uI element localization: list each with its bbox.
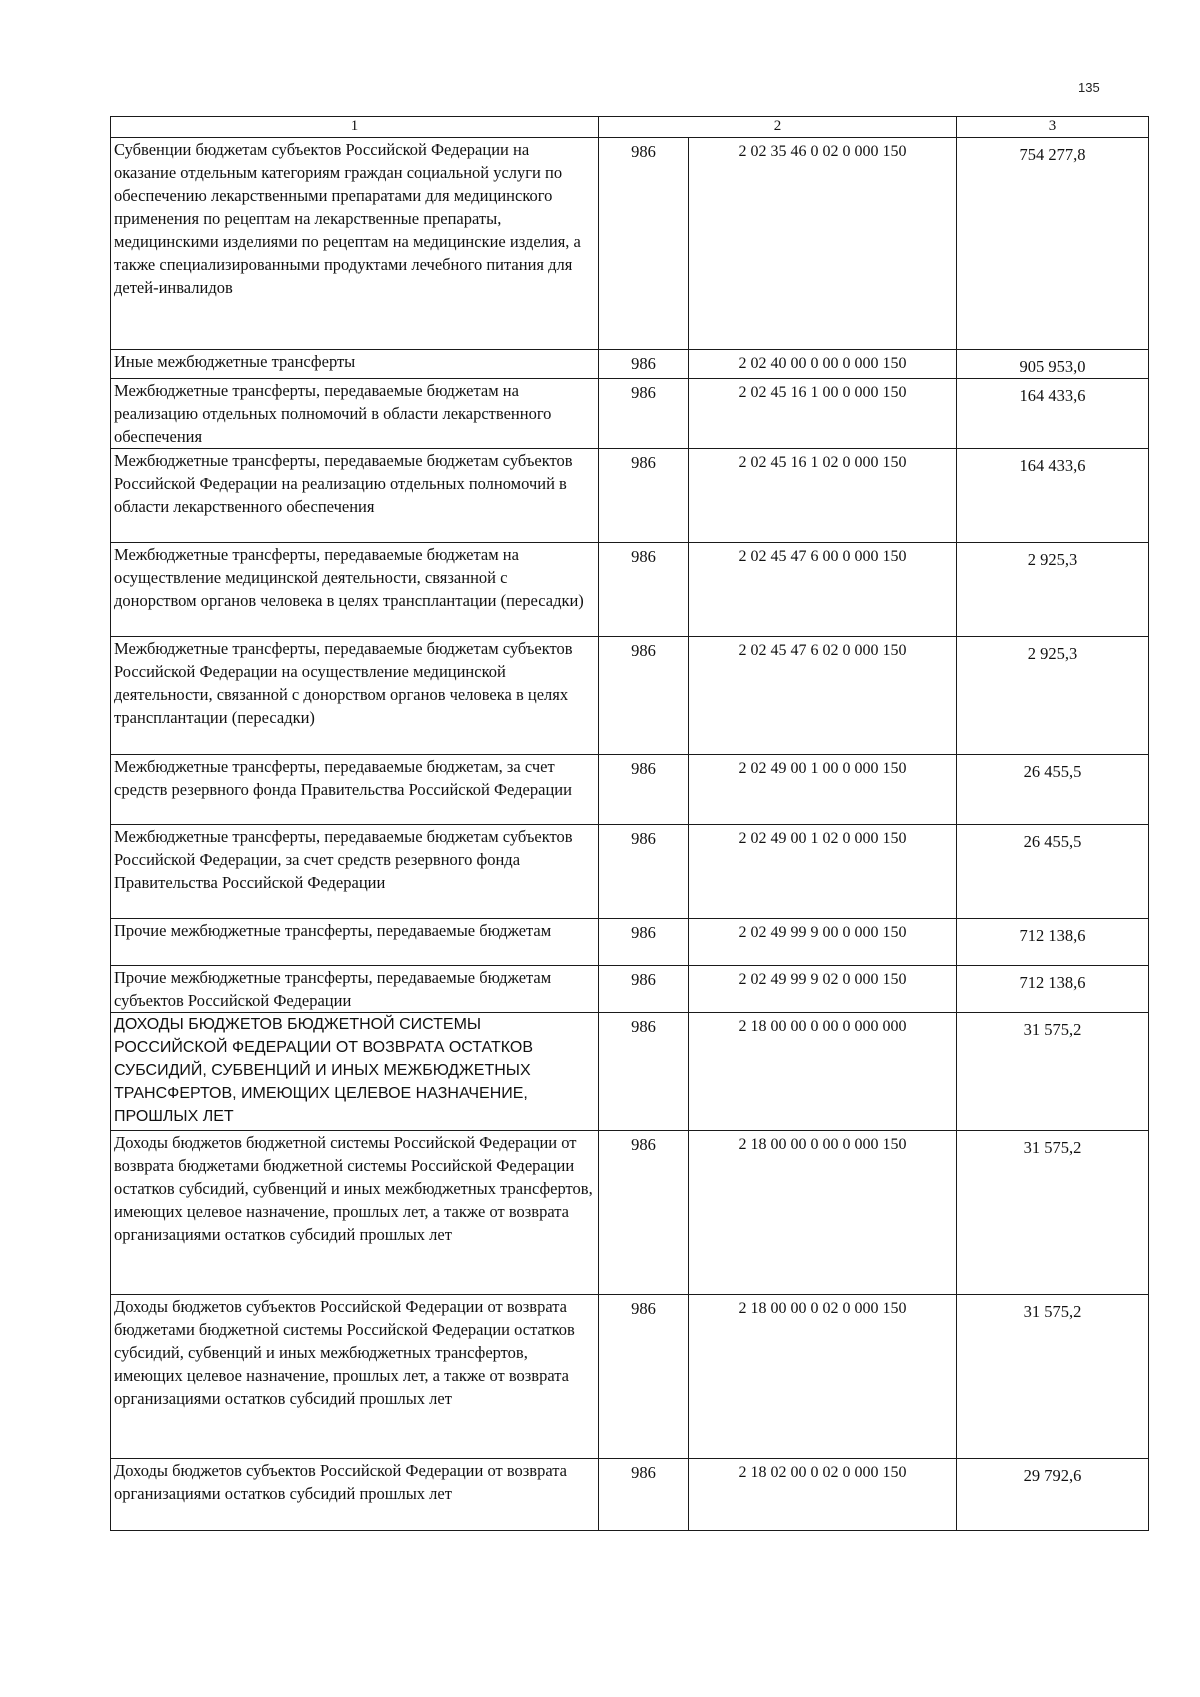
row-name: Межбюджетные трансферты, передаваемые бюджетам субъектов Российской Федерации, за счет средств резервного фонда Правительства Российской Федерации [111,825,599,919]
row-name: Межбюджетные трансферты, передаваемые бюджетам на осуществление медицинской деятельности, связанной с донорством органов человека в целях трансплантации (пересадки) [111,543,599,637]
row-amount: 2 925,3 [957,543,1149,637]
row-admin-code: 986 [599,1459,689,1531]
row-budget-code: 2 18 00 00 0 02 0 000 150 [689,1295,957,1459]
table-row [111,138,1149,350]
row-name: Прочие межбюджетные трансферты, передаваемые бюджетам субъектов Российской Федерации [111,966,599,1013]
table-row [111,966,1149,1013]
table-row [111,637,1149,755]
table-row [111,755,1149,825]
row-admin-code: 986 [599,966,689,1013]
row-budget-code: 2 02 49 00 1 02 0 000 150 [689,825,957,919]
row-name: Межбюджетные трансферты, передаваемые бюджетам субъектов Российской Федерации на реализацию отдельных полномочий в области лекарственного обеспечения [111,449,599,543]
row-budget-code: 2 02 40 00 0 00 0 000 150 [689,350,957,379]
row-admin-code: 986 [599,637,689,755]
row-admin-code: 986 [599,379,689,449]
header-col-2: 2 [599,117,957,138]
row-admin-code: 986 [599,1013,689,1131]
table-row [111,1295,1149,1459]
row-amount: 905 953,0 [957,350,1149,379]
row-amount: 26 455,5 [957,755,1149,825]
table-row [111,1013,1149,1131]
row-budget-code: 2 18 02 00 0 02 0 000 150 [689,1459,957,1531]
row-amount: 2 925,3 [957,637,1149,755]
row-budget-code: 2 18 00 00 0 00 0 000 150 [689,1131,957,1295]
row-budget-code: 2 02 49 99 9 00 0 000 150 [689,919,957,966]
row-admin-code: 986 [599,1295,689,1459]
row-admin-code: 986 [599,755,689,825]
row-amount: 754 277,8 [957,138,1149,350]
row-amount: 31 575,2 [957,1131,1149,1295]
revenue-table [110,116,1149,1531]
row-admin-code: 986 [599,919,689,966]
table-row [111,543,1149,637]
table-row [111,350,1149,379]
row-amount: 31 575,2 [957,1013,1149,1131]
row-name: Доходы бюджетов субъектов Российской Федерации от возврата организациями остатков субсидий прошлых лет [111,1459,599,1531]
row-name: Межбюджетные трансферты, передаваемые бюджетам субъектов Российской Федерации на осуществление медицинской деятельности, связанной с донорством органов человека в целях трансплантации (пересадки) [111,637,599,755]
table-row [111,379,1149,449]
row-budget-code: 2 18 00 00 0 00 0 000 000 [689,1013,957,1131]
row-amount: 29 792,6 [957,1459,1149,1531]
row-name: Иные межбюджетные трансферты [111,350,599,379]
table-row [111,449,1149,543]
row-admin-code: 986 [599,350,689,379]
table-header-row [111,117,1149,138]
table-row [111,1131,1149,1295]
row-name: Доходы бюджетов бюджетной системы Российской Федерации от возврата бюджетами бюджетной системы Российской Федерации остатков субсидий, субвенций и иных межбюджетных трансфертов, имеющих целевое назначение, прошлых лет, а также от возврата организациями остатков субсидий прошлых лет [111,1131,599,1295]
row-name: Прочие межбюджетные трансферты, передаваемые бюджетам [111,919,599,966]
row-amount: 712 138,6 [957,966,1149,1013]
row-admin-code: 986 [599,449,689,543]
row-amount: 712 138,6 [957,919,1149,966]
table-row [111,825,1149,919]
row-name: Субвенции бюджетам субъектов Российской Федерации на оказание отдельным категориям граждан социальной услуги по обеспечению лекарственными препаратами для медицинского применения по рецептам на лекарственные препараты, медицинскими изделиями по рецептам на медицинские изделия, а также специализированными продуктами лечебного питания для детей-инвалидов [111,138,599,350]
row-amount: 164 433,6 [957,449,1149,543]
header-col-1: 1 [111,117,599,138]
row-name: ДОХОДЫ БЮДЖЕТОВ БЮДЖЕТНОЙ СИСТЕМЫ РОССИЙСКОЙ ФЕДЕРАЦИИ ОТ ВОЗВРАТА ОСТАТКОВ СУБСИДИЙ, СУБВЕНЦИЙ И ИНЫХ МЕЖБЮДЖЕТНЫХ ТРАНСФЕРТОВ, ИМЕЮЩИХ ЦЕЛЕВОЕ НАЗНАЧЕНИЕ, ПРОШЛЫХ ЛЕТ [111,1013,599,1131]
table-row [111,1459,1149,1531]
row-admin-code: 986 [599,138,689,350]
row-budget-code: 2 02 35 46 0 02 0 000 150 [689,138,957,350]
header-col-3: 3 [957,117,1149,138]
row-name: Межбюджетные трансферты, передаваемые бюджетам на реализацию отдельных полномочий в области лекарственного обеспечения [111,379,599,449]
row-amount: 164 433,6 [957,379,1149,449]
row-budget-code: 2 02 49 00 1 00 0 000 150 [689,755,957,825]
row-budget-code: 2 02 45 47 6 00 0 000 150 [689,543,957,637]
table-row [111,919,1149,966]
row-amount: 26 455,5 [957,825,1149,919]
row-budget-code: 2 02 45 16 1 02 0 000 150 [689,449,957,543]
row-amount: 31 575,2 [957,1295,1149,1459]
page-number: 135 [1078,80,1100,95]
row-budget-code: 2 02 45 47 6 02 0 000 150 [689,637,957,755]
row-admin-code: 986 [599,543,689,637]
row-name: Доходы бюджетов субъектов Российской Федерации от возврата бюджетами бюджетной системы Российской Федерации остатков субсидий, субвенций и иных межбюджетных трансфертов, имеющих целевое назначение, прошлых лет, а также от возврата организациями остатков субсидий прошлых лет [111,1295,599,1459]
row-name: Межбюджетные трансферты, передаваемые бюджетам, за счет средств резервного фонда Правительства Российской Федерации [111,755,599,825]
row-admin-code: 986 [599,1131,689,1295]
row-budget-code: 2 02 45 16 1 00 0 000 150 [689,379,957,449]
row-budget-code: 2 02 49 99 9 02 0 000 150 [689,966,957,1013]
row-admin-code: 986 [599,825,689,919]
